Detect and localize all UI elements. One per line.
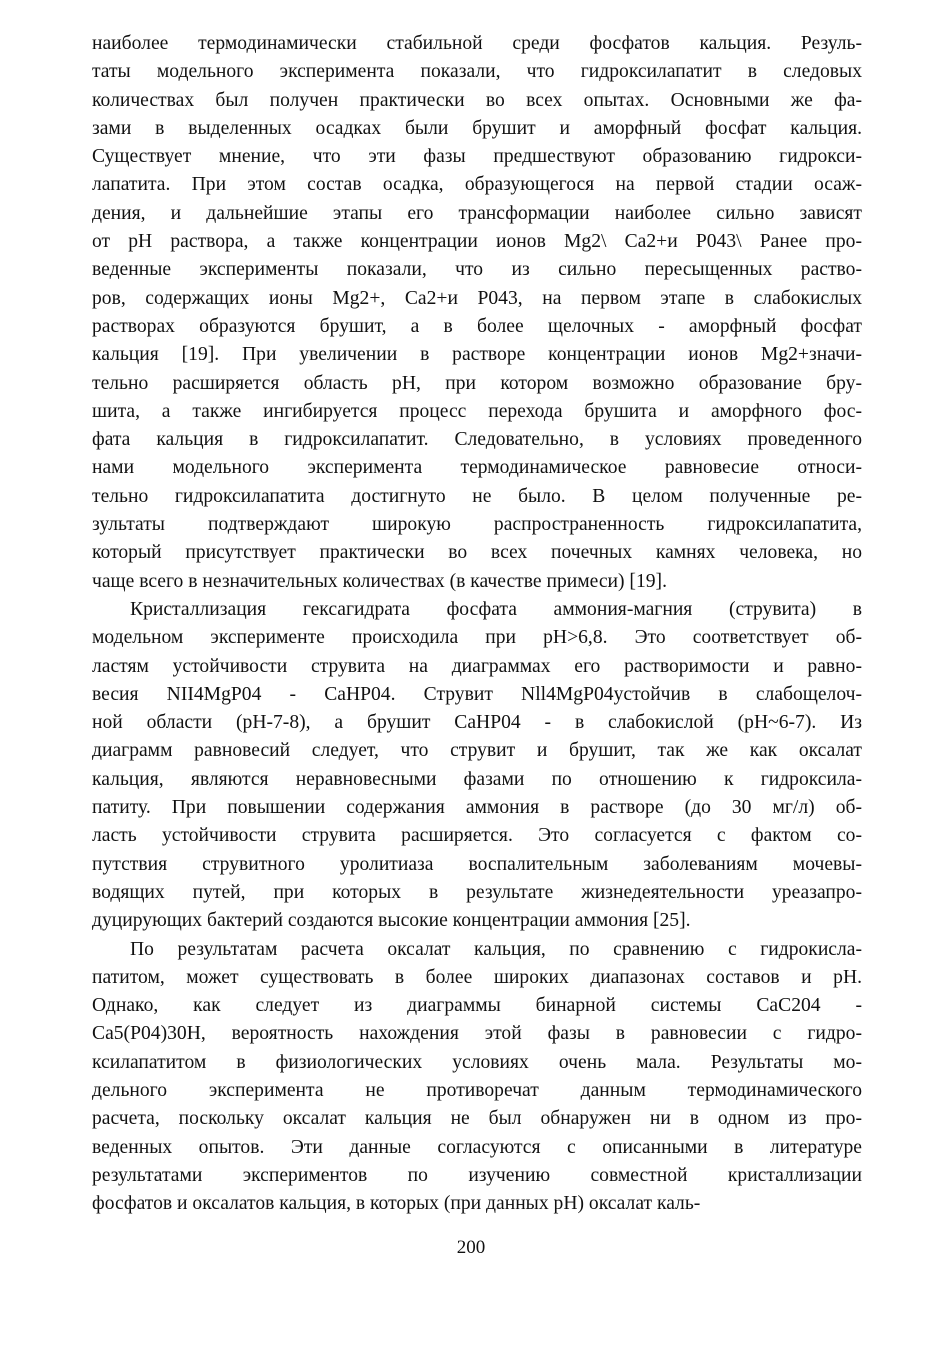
text-line: Существует мнение, что эти фазы предшествуют образованию гидрокси-: [92, 146, 862, 168]
text-line: ной области (pH-7-8), а брушит CaHP04 - в слабокислой (pH~6-7). Из: [92, 712, 862, 734]
text-line: расчета, поскольку оксалат кальция не был обнаружен ни в одном из про-: [92, 1108, 862, 1130]
text-line: веденные эксперименты показали, что из сильно пересыщенных раство-: [92, 259, 862, 281]
text-line: дения, и дальнейшие этапы его трансформации наиболее сильно зависят: [92, 202, 862, 224]
text-line: результатами экспериментов по изучению совместной кристаллизации: [92, 1164, 862, 1186]
text-line: фосфатов и оксалатов кальция, в которых (при данных pH) оксалат каль-: [92, 1193, 701, 1215]
paragraph-2: [92, 596, 862, 936]
text-line: Однако, как следует из диаграммы бинарной системы CaC204 -: [92, 995, 862, 1017]
paragraph-1: [92, 30, 862, 596]
text-line: модельном эксперименте происходила при pH>6,8. Это соответствует об-: [92, 627, 862, 649]
text-line: кальция, являются неравновесными фазами по отношению к гидроксила-: [92, 768, 862, 790]
text-line: ксилапатитом в физиологических условиях очень мала. Результаты мо-: [92, 1051, 862, 1073]
text-line: нами модельного эксперимента термодинамическое равновесие относи-: [92, 457, 862, 479]
text-line: тельно гидроксилапатита достигнуто не было. В целом полученные ре-: [92, 485, 862, 507]
text-line: дельного эксперимента не противоречат данным термодинамического: [92, 1079, 862, 1101]
text-line: фата кальция в гидроксилапатит. Следовательно, в условиях проведенного: [92, 429, 862, 451]
text-line: ластям устойчивости струвита на диаграммах его растворимости и равно-: [92, 655, 862, 677]
text-line: ров, содержащих ионы Mg2+, Ca2+и P043, на первом этапе в слабокислых: [92, 287, 862, 309]
text-line: весия NII4MgP04 - CaHP04. Струвит Nll4MgP04устойчив в слабощелоч-: [92, 683, 862, 705]
text-line: таты модельного эксперимента показали, что гидроксилапатит в следовых: [92, 61, 862, 83]
text-line: Кристаллизация гексагидрата фосфата аммония-магния (струвита) в: [130, 598, 862, 620]
page-number: 200: [456, 1237, 486, 1258]
text-line: веденных опытов. Эти данные согласуются с описанными в литературе: [92, 1136, 862, 1158]
text-line: количествах был получен практически во всех опытах. Основными же фа-: [92, 89, 862, 111]
text-line: зультаты подтверждают широкую распространенность гидроксилапатита,: [92, 514, 862, 536]
text-line: диаграмм равновесий следует, что струвит и брушит, так же как оксалат: [92, 740, 862, 762]
text-line: патитом, может существовать в более широких диапазонах составов и pH.: [92, 966, 862, 988]
text-line: ласть устойчивости струвита расширяется. Это согласуется с фактом со-: [92, 825, 862, 847]
text-line: водящих путей, при которых в результате жизнедеятельности уреазапро-: [92, 881, 862, 903]
text-line: зами в выделенных осадках были брушит и аморфный фосфат кальция.: [92, 117, 862, 139]
text-line: от pH раствора, а также концентрации ионов Mg2\ Ca2+и P043\ Ранее про-: [92, 231, 862, 253]
text-line: Ca5(P04)30H, вероятность нахождения этой фазы в равновесии с гидро-: [92, 1023, 862, 1045]
text-line: лапатита. При этом состав осадка, образующегося на первой стадии осаж-: [92, 174, 862, 196]
text-line: дуцирующих бактерий создаются высокие концентрации аммония [25].: [92, 910, 691, 932]
text-line: наиболее термодинамически стабильной среди фосфатов кальция. Резуль-: [92, 33, 862, 54]
text-line: путствия струвитного уролитиаза воспалительным заболеваниям мочевы-: [92, 853, 862, 875]
text-line: который присутствует практически во всех почечных камнях человека, но: [92, 542, 862, 564]
text-line: растворах образуются брушит, а в более щелочных - аморфный фосфат: [92, 315, 862, 337]
text-line: шита, а также ингибируется процесс перехода брушита и аморфного фос-: [92, 400, 862, 422]
text-line: патиту. При повышении содержания аммония в растворе (до 30 мг/л) об-: [92, 797, 862, 819]
text-line: тельно расширяется область pH, при котором возможно образование бру-: [92, 372, 862, 394]
text-line: По результатам расчета оксалат кальция, по сравнению с гидрокисла-: [130, 938, 862, 960]
paragraph-3: [92, 936, 862, 1219]
body-text: [92, 30, 862, 1218]
text-line: кальция [19]. При увеличении в растворе концентрации ионов Mg2+значи-: [92, 344, 862, 366]
text-line: чаще всего в незначительных количествах (в качестве примеси) [19].: [92, 570, 667, 592]
